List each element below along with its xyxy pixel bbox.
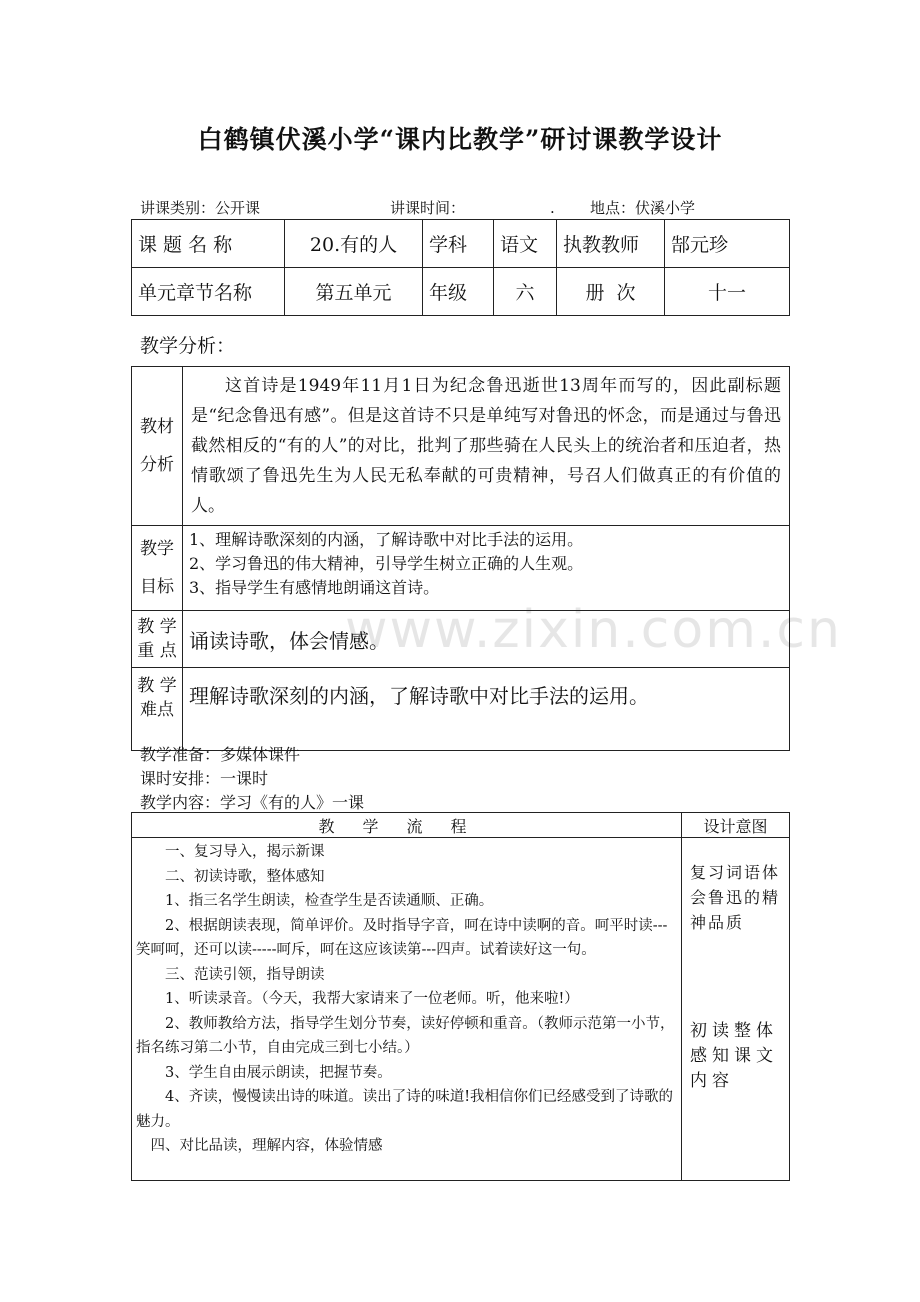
document-title: 白鹤镇伏溪小学“课内比教学”研讨课教学设计	[197, 125, 723, 154]
meta-category: 讲课类别：公开课	[140, 199, 261, 217]
meta-dot: .	[550, 199, 555, 217]
difficulty-row	[132, 668, 790, 751]
content-line: 教学内容：学习《有的人》一课	[140, 793, 365, 812]
key-label	[132, 611, 183, 668]
design-head: 设计意图	[682, 813, 790, 838]
volume-value: 十一	[665, 268, 790, 316]
difficulty-label-line2: 难点	[140, 700, 174, 720]
analysis-table	[131, 366, 790, 751]
goal-item: 3、指导学生有感情地朗诵这首诗。	[189, 578, 440, 597]
watermark: www.zixin.com.cn	[345, 600, 842, 660]
meta-time: 讲课时间：	[390, 199, 466, 217]
flow-table	[131, 812, 790, 1181]
goal-row	[132, 526, 790, 611]
info-row-2	[132, 268, 790, 316]
lesson-meta	[140, 197, 695, 218]
key-row	[132, 611, 790, 668]
goal-item: 2、学习鲁迅的伟大精神，引导学生树立正确的人生观。	[189, 554, 584, 573]
key-label-line2: 重 点	[137, 641, 177, 661]
material-label	[132, 367, 183, 526]
goal-label-line1: 教学	[140, 539, 174, 559]
flow-head: 教学流程	[132, 813, 682, 838]
material-label-line1: 教材	[140, 417, 174, 437]
subject-label: 学科	[423, 220, 494, 268]
flow-cell	[132, 838, 682, 1181]
intent-text-2: 初读整体感知课文内容	[690, 1021, 778, 1091]
unit-value: 第五单元	[285, 268, 423, 316]
key-text: 诵读诗歌，体会情感。	[183, 611, 790, 668]
flow-body-row	[132, 838, 790, 1181]
difficulty-label	[132, 668, 183, 751]
flow-line: 1、听读录音。（今天，我帮大家请来了一位老师。听，他来啦!）	[165, 991, 579, 1007]
key-label-line1: 教 学	[137, 617, 177, 637]
difficulty-text: 理解诗歌深刻的内涵，了解诗歌中对比手法的运用。	[183, 668, 790, 751]
material-cell	[183, 367, 790, 526]
teacher-label: 执教教师	[557, 220, 665, 268]
teacher-value: 郜元珍	[665, 220, 790, 268]
difficulty-label-line1: 教 学	[137, 676, 177, 696]
analysis-heading: 教学分析：	[140, 335, 236, 357]
lesson-info-table	[131, 219, 790, 316]
goal-cell	[183, 526, 790, 611]
material-label-line2: 分析	[140, 455, 174, 475]
flow-line: 2、教师教给方法，指导学生划分节奏，读好停顿和重音。（教师示范第一小节，指名练习第二小节，自由完成三到七小结。）	[136, 1015, 675, 1056]
meta-place: 地点：伏溪小学	[590, 199, 696, 217]
topic-label: 课 题 名 称	[132, 220, 285, 268]
flow-line: 3、学生自由展示朗读，把握节奏。	[165, 1064, 392, 1081]
material-text: 这首诗是1949年11月1日为纪念鲁迅逝世13周年而写的，因此副标题是“纪念鲁迅有感”。但是这首诗不只是单纯写对鲁迅的怀念，而是通过与鲁迅截然相反的“有的人”的对比，批判了那些骑在人民头上的统治者和压迫者，热情歌颂了鲁迅先生为人民无私奉献的可贵精神，号召人们做真正的有价值的人。	[191, 376, 781, 516]
topic-value: 20.有的人	[285, 220, 423, 268]
grade-label: 年级	[423, 268, 494, 316]
grade-value: 六	[494, 268, 557, 316]
info-row-1	[132, 220, 790, 268]
prep-line: 教学准备：多媒体课件	[140, 745, 301, 764]
material-row	[132, 367, 790, 526]
flow-line: 四、对比品读，理解内容，体验情感	[150, 1138, 383, 1154]
intent-text-1: 复习词语体会鲁迅的精神品质	[690, 863, 781, 932]
unit-label: 单元章节名称	[132, 268, 285, 316]
flow-line: 三、范读引领，指导朗读	[165, 966, 325, 983]
goal-item: 1、理解诗歌深刻的内涵，了解诗歌中对比手法的运用。	[189, 530, 584, 549]
goal-label-line2: 目标	[140, 577, 174, 597]
flow-line: 一、复习导入，揭示新课	[165, 844, 325, 860]
intent-cell	[682, 838, 790, 1181]
flow-line: 2、根据朗读表现，简单评价。及时指导字音，呵在诗中读啊的音。呵平时读---笑呵呵，还可以读-----呵斥，呵在这应该读第---四声。试着读好这一句。	[136, 917, 668, 958]
schedule-line: 课时安排：一课时	[140, 769, 269, 788]
flow-header-row	[132, 813, 790, 838]
flow-line: 4、齐读，慢慢读出诗的味道。读出了诗的味道!我相信你们已经感受到了诗歌的魅力。	[136, 1089, 674, 1130]
subject-value: 语文	[494, 220, 557, 268]
volume-label: 册 次	[557, 268, 665, 316]
flow-line: 二、初读诗歌，整体感知	[165, 868, 325, 885]
flow-line: 1、指三名学生朗读，检查学生是否读通顺、正确。	[165, 893, 494, 909]
goal-label	[132, 526, 183, 611]
